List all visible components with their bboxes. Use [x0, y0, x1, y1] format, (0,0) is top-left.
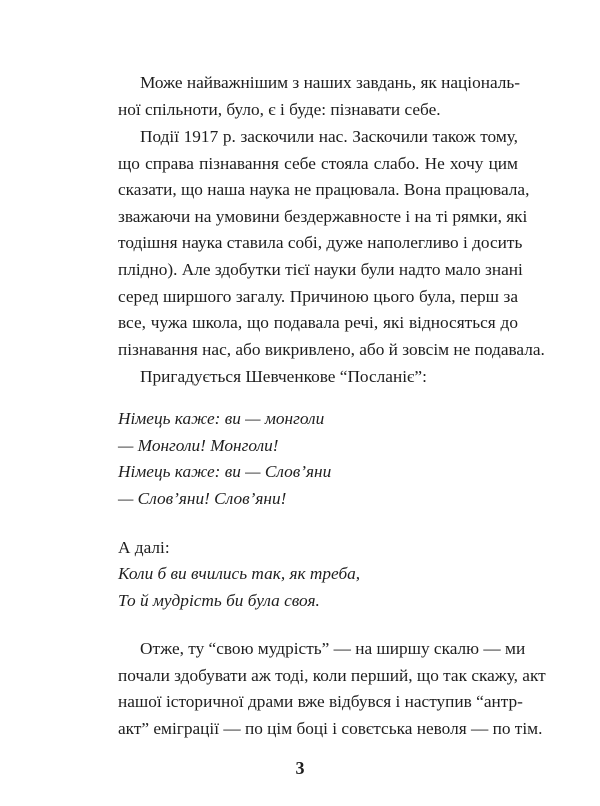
paragraph-1-line: ної спільноти, було, є і буде: пізнавати себе. — [118, 99, 441, 119]
paragraph-3 — [118, 364, 518, 391]
poem-line: — Слов’яни! Слов’яни! — [118, 488, 287, 508]
paragraph-2-line: серед ширшого загалу. Причиною цього була, перш за — [118, 286, 518, 306]
paragraph-4-line: Отже, ту “свою мудрість” — на ширшу скалю — ми — [140, 639, 526, 658]
paragraph-2-line: що справа пізнавання себе стояла слабо. Не хочу цим — [118, 153, 518, 173]
paragraph-2 — [118, 124, 545, 363]
paragraph-1 — [118, 70, 521, 123]
paragraph-4 — [118, 636, 546, 742]
paragraph-2-line: пізнавання нас, або викривлено, або й зовсім не подавала. — [118, 339, 545, 359]
paragraph-4-line: акт” еміграції — по цім боці і совєтська неволя — по тім. — [118, 718, 543, 738]
poem-quote-1 — [118, 406, 518, 512]
paragraph-2-line: тодішня наука ставила собі, дуже наполегливо і досить — [118, 233, 523, 253]
poem-line: — Монголи! Монголи! — [118, 435, 279, 455]
paragraph-2-line: Події 1917 р. заскочили нас. Заскочили також тому, — [140, 127, 518, 146]
page-number: 3 — [295, 758, 305, 778]
poem-quote-2 — [118, 561, 518, 614]
poem-line: Німець каже: ви — Слов’яни — [118, 462, 332, 482]
paragraph-1-line: Може найважнішим з наших завдань, як національ- — [140, 73, 521, 92]
poem-line: Німець каже: ви — монголи — [118, 409, 325, 428]
poem-intro — [118, 535, 518, 562]
paragraph-2-line: все, чужа школа, що подавала речі, які відносяться до — [118, 313, 518, 333]
paragraph-4-line: нашої історичної драми вже відбувся і наступив “антр- — [118, 692, 523, 712]
paragraph-3-line: Пригадується Шевченкове “Посланіє”: — [140, 367, 427, 386]
paragraph-2-line: плідно). Але здобутки тієї науки були надто мало знані — [118, 259, 523, 279]
paragraph-4-line: почали здобувати аж тоді, коли перший, що так скажу, акт — [118, 665, 546, 685]
poem-line: Коли б ви вчились так, як треба, — [118, 564, 361, 583]
poem-intro-line: А далі: — [118, 538, 170, 557]
paragraph-2-line: сказати, що наша наука не працювала. Вона працювала, — [118, 180, 530, 200]
poem-line: То й мудрість би була своя. — [118, 590, 320, 610]
paragraph-2-line: зважаючи на умовини бездержавносте і на ті рямки, які — [118, 206, 528, 226]
